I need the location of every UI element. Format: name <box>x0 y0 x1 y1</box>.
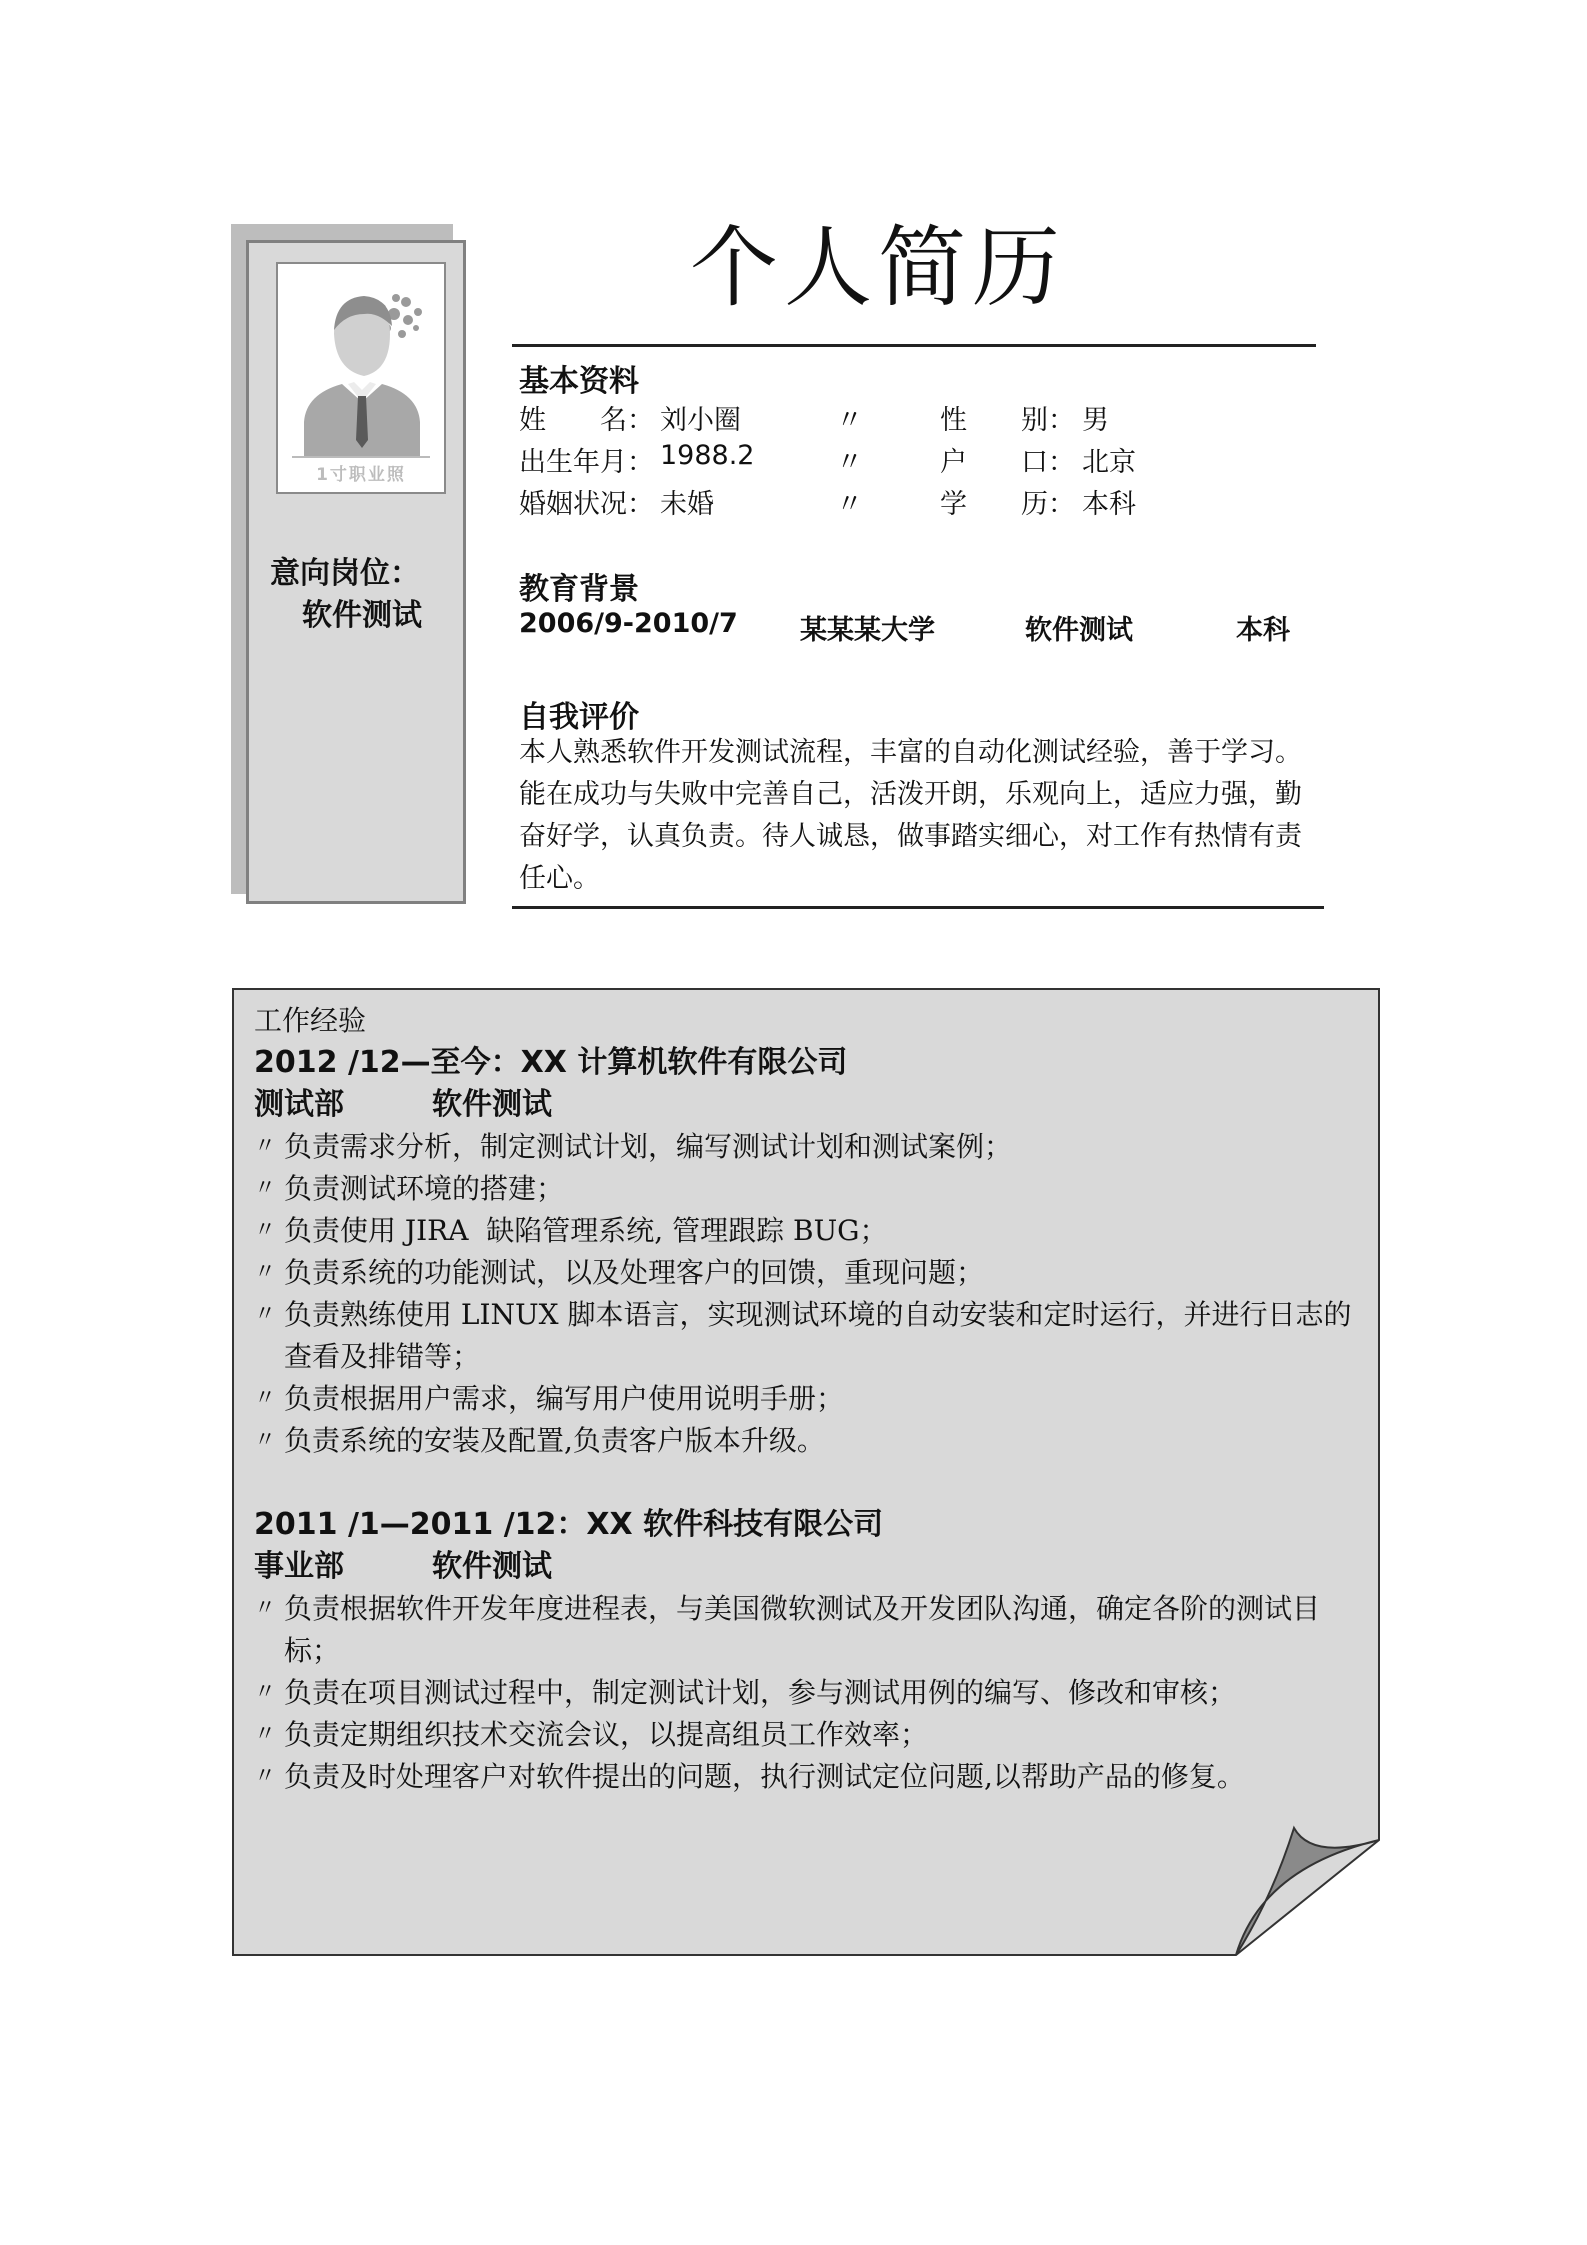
bullet-mark: 〃 <box>254 1302 277 1327</box>
company-name: 软件科技有限公司 <box>643 1507 884 1542</box>
duty-text: 负责系统的功能测试，以及处理客户的回馈，重现问题； <box>284 1256 985 1289</box>
education-level-value: 本科 <box>1082 489 1136 520</box>
divider-bottom <box>512 906 1324 909</box>
bullet-mark: 〃 <box>254 1176 277 1201</box>
hukou-value: 北京 <box>1082 447 1136 478</box>
duty-item <box>254 1126 1364 1168</box>
company-prefix: XX <box>520 1045 567 1080</box>
duty-item <box>254 1672 1364 1714</box>
gender-label: 性 别： <box>940 405 1075 436</box>
name-label: 姓 名： <box>519 405 654 436</box>
photo-caption: 1寸职业照 <box>316 465 406 485</box>
person-avatar-icon <box>286 272 436 458</box>
job-dept-row <box>254 1546 1364 1588</box>
job-period-suffix: ： <box>556 1507 587 1542</box>
duty-text: 负责使用 JIRA 缺陷管理系统, 管理跟踪 BUG； <box>284 1214 888 1247</box>
job-dept: 测试部 <box>254 1087 344 1122</box>
name-value: 刘小圈 <box>660 405 741 436</box>
duty-item <box>254 1378 1364 1420</box>
education-heading: 教育背景 <box>519 572 639 607</box>
work-experience-content <box>254 1000 1364 1798</box>
marital-label: 婚姻状况： <box>519 489 654 520</box>
job-header <box>254 1504 1364 1546</box>
company-prefix: XX <box>586 1507 633 1542</box>
education-level-label: 学 历： <box>940 489 1075 520</box>
job-role: 软件测试 <box>432 1087 552 1122</box>
job-period: 2012 /12— <box>254 1045 431 1080</box>
education-school: 某某某大学 <box>800 615 935 646</box>
duty-item <box>254 1252 1364 1294</box>
job-role: 软件测试 <box>432 1549 552 1584</box>
job-period: 2011 /1—2011 /12 <box>254 1507 557 1542</box>
work-heading: 工作经验 <box>254 1004 367 1037</box>
hukou-label: 户 口： <box>940 447 1075 478</box>
education-degree: 本科 <box>1236 615 1290 646</box>
duty-text: 负责根据用户需求，编写用户使用说明手册； <box>284 1382 845 1415</box>
duty-text: 负责根据软件开发年度进程表，与美国微软测试及开发团队沟通，确定各阶的测试目标； <box>284 1592 1321 1667</box>
birth-value: 1988.2 <box>660 440 755 471</box>
bullet-mark: 〃 <box>254 1260 277 1285</box>
self-eval-text: 本人熟悉软件开发测试流程，丰富的自动化测试经验，善于学习。能在成功与失败中完善自己，活泼开朗，乐观向上，适应力强，勤奋好学，认真负责。待人诚恳，做事踏实细心，对工作有热情有责任心。 <box>519 737 1302 894</box>
duty-item <box>254 1756 1364 1798</box>
bullet-mark: 〃 <box>254 1386 277 1411</box>
bullet-mark: 〃 <box>254 1218 277 1243</box>
marital-value: 未婚 <box>660 489 714 520</box>
duty-item <box>254 1420 1364 1462</box>
basic-info-heading: 基本资料 <box>519 364 639 399</box>
job-header <box>254 1042 1364 1084</box>
duty-item <box>254 1210 1364 1252</box>
duty-text: 负责在项目测试过程中，制定测试计划，参与测试用例的编写、修改和审核； <box>284 1676 1237 1709</box>
position-value: 软件测试 <box>302 598 422 633</box>
duty-text: 负责及时处理客户对软件提出的问题，执行测试定位问题,以帮助产品的修复。 <box>284 1760 1245 1793</box>
gender-value: 男 <box>1082 405 1109 436</box>
bullet-mark: 〃 <box>254 1764 277 1789</box>
profile-photo <box>276 262 446 494</box>
bullet-mark: 〃 <box>254 1680 277 1705</box>
page-title: 个人简历 <box>690 216 1067 319</box>
bullet-mark: 〃 <box>254 1722 277 1747</box>
job-dept: 事业部 <box>254 1549 344 1584</box>
bullet-mark: 〃 <box>254 1428 277 1453</box>
company-name: 计算机软件有限公司 <box>577 1045 848 1080</box>
duty-text: 负责定期组织技术交流会议，以提高组员工作效率； <box>284 1718 929 1751</box>
duty-item <box>254 1588 1364 1672</box>
position-label: 意向岗位： <box>270 556 420 591</box>
duty-text: 负责熟练使用 LINUX 脚本语言，实现测试环境的自动安装和定时运行，并进行日志的查看及排错等； <box>284 1298 1352 1373</box>
divider-top <box>512 344 1316 347</box>
duty-text: 负责系统的安装及配置,负责客户版本升级。 <box>284 1424 825 1457</box>
duty-text: 负责测试环境的搭建； <box>284 1172 565 1205</box>
duty-item <box>254 1714 1364 1756</box>
separator-mark: 〃 <box>836 447 863 478</box>
job-period-suffix: 至今： <box>430 1045 521 1080</box>
bullet-mark: 〃 <box>254 1596 277 1621</box>
separator-mark: 〃 <box>836 405 863 436</box>
duty-text: 负责需求分析，制定测试计划，编写测试计划和测试案例； <box>284 1130 1013 1163</box>
job-dept-row <box>254 1084 1364 1126</box>
birth-label: 出生年月： <box>519 447 654 478</box>
duty-item <box>254 1294 1364 1378</box>
separator-mark: 〃 <box>836 489 863 520</box>
self-eval-heading: 自我评价 <box>519 700 639 735</box>
education-date: 2006/9-2010/7 <box>519 608 738 639</box>
duty-item <box>254 1168 1364 1210</box>
bullet-mark: 〃 <box>254 1134 277 1159</box>
education-major: 软件测试 <box>1025 615 1133 646</box>
